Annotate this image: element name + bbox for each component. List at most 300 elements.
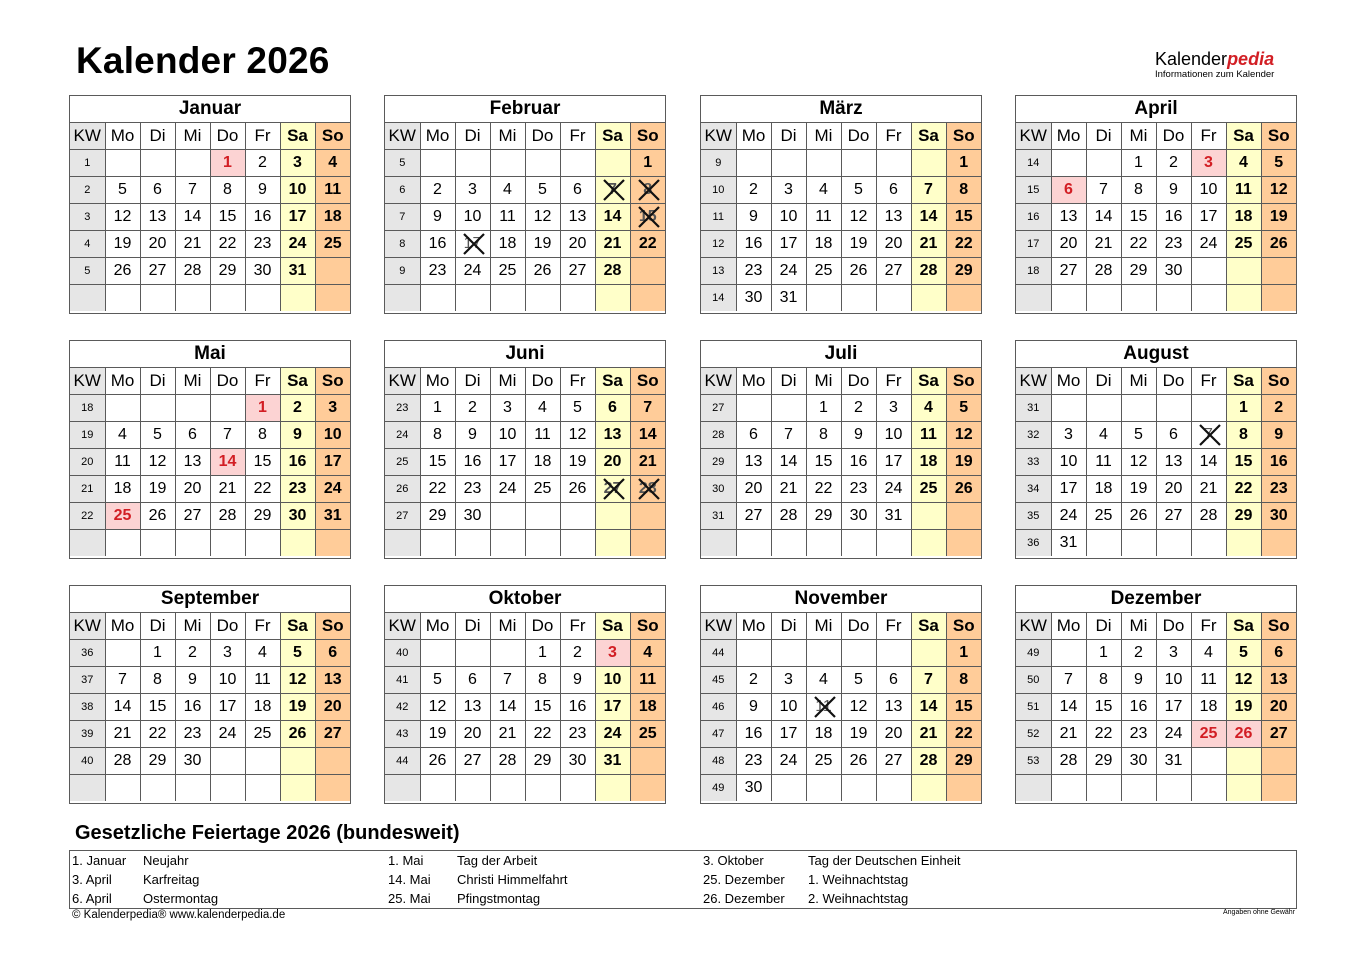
day-cell[interactable]	[806, 449, 841, 476]
day-cell[interactable]	[1086, 177, 1121, 204]
day-cell[interactable]	[420, 667, 455, 694]
day-cell[interactable]	[1051, 721, 1086, 748]
day-cell[interactable]	[105, 476, 140, 503]
day-cell[interactable]	[1156, 231, 1191, 258]
day-cell[interactable]	[560, 422, 595, 449]
day-cell[interactable]	[455, 422, 490, 449]
day-cell[interactable]	[315, 503, 350, 530]
day-cell[interactable]	[105, 258, 140, 285]
day-cell[interactable]	[560, 204, 595, 231]
day-cell[interactable]	[175, 258, 210, 285]
day-cell[interactable]	[736, 476, 771, 503]
day-cell[interactable]	[245, 640, 280, 667]
day-cell[interactable]	[946, 258, 981, 285]
day-cell[interactable]	[946, 667, 981, 694]
day-cell[interactable]	[1086, 667, 1121, 694]
day-cell[interactable]	[280, 177, 315, 204]
day-cell[interactable]	[1086, 449, 1121, 476]
day-cell[interactable]	[841, 667, 876, 694]
day-cell[interactable]	[1261, 640, 1296, 667]
day-cell[interactable]	[1191, 150, 1226, 177]
day-cell[interactable]	[455, 721, 490, 748]
day-cell[interactable]	[140, 258, 175, 285]
day-cell[interactable]	[595, 748, 630, 775]
day-cell[interactable]	[841, 422, 876, 449]
day-cell[interactable]	[911, 422, 946, 449]
day-cell[interactable]	[455, 395, 490, 422]
day-cell[interactable]	[525, 449, 560, 476]
day-cell[interactable]	[911, 694, 946, 721]
day-cell[interactable]	[525, 204, 560, 231]
day-cell[interactable]	[630, 721, 665, 748]
day-cell[interactable]	[1191, 721, 1226, 748]
day-cell[interactable]	[490, 748, 525, 775]
day-cell[interactable]	[1051, 503, 1086, 530]
day-cell[interactable]	[175, 204, 210, 231]
day-cell[interactable]	[1261, 449, 1296, 476]
day-cell[interactable]	[1121, 231, 1156, 258]
day-cell[interactable]	[210, 721, 245, 748]
day-cell[interactable]	[1121, 640, 1156, 667]
day-cell[interactable]	[876, 258, 911, 285]
day-cell[interactable]	[1261, 177, 1296, 204]
day-cell[interactable]	[595, 395, 630, 422]
day-cell[interactable]	[1121, 748, 1156, 775]
day-cell[interactable]	[1191, 231, 1226, 258]
day-cell[interactable]	[1051, 258, 1086, 285]
day-cell[interactable]	[1261, 231, 1296, 258]
day-cell[interactable]	[876, 503, 911, 530]
day-cell[interactable]	[105, 422, 140, 449]
day-cell[interactable]	[771, 177, 806, 204]
day-cell[interactable]	[315, 721, 350, 748]
day-cell[interactable]	[315, 476, 350, 503]
day-cell[interactable]	[1191, 640, 1226, 667]
day-cell[interactable]	[806, 231, 841, 258]
day-cell[interactable]	[140, 748, 175, 775]
day-cell[interactable]	[1156, 204, 1191, 231]
day-cell[interactable]	[560, 395, 595, 422]
day-cell[interactable]	[560, 476, 595, 503]
day-cell[interactable]	[245, 476, 280, 503]
day-cell[interactable]	[946, 395, 981, 422]
day-cell[interactable]	[140, 721, 175, 748]
day-cell[interactable]	[771, 422, 806, 449]
day-cell[interactable]	[210, 640, 245, 667]
day-cell[interactable]	[736, 422, 771, 449]
day-cell[interactable]	[736, 748, 771, 775]
day-cell[interactable]	[876, 476, 911, 503]
day-cell[interactable]	[1261, 395, 1296, 422]
day-cell[interactable]	[420, 422, 455, 449]
day-cell[interactable]	[1226, 694, 1261, 721]
day-cell[interactable]	[280, 258, 315, 285]
day-cell[interactable]	[1086, 748, 1121, 775]
day-cell[interactable]	[1121, 177, 1156, 204]
day-cell[interactable]	[245, 231, 280, 258]
day-cell[interactable]	[525, 748, 560, 775]
day-cell[interactable]	[280, 231, 315, 258]
day-cell[interactable]	[175, 748, 210, 775]
day-cell[interactable]	[595, 694, 630, 721]
day-cell[interactable]	[595, 721, 630, 748]
day-cell[interactable]	[140, 204, 175, 231]
day-cell[interactable]	[876, 231, 911, 258]
day-cell[interactable]	[105, 231, 140, 258]
day-cell[interactable]	[455, 748, 490, 775]
day-cell[interactable]	[490, 667, 525, 694]
day-cell[interactable]	[210, 150, 245, 177]
day-cell[interactable]	[1226, 721, 1261, 748]
day-cell[interactable]	[946, 231, 981, 258]
day-cell[interactable]	[280, 449, 315, 476]
day-cell[interactable]	[1156, 694, 1191, 721]
day-cell[interactable]	[946, 449, 981, 476]
day-cell[interactable]	[210, 694, 245, 721]
day-cell[interactable]	[175, 422, 210, 449]
day-cell[interactable]	[946, 204, 981, 231]
day-cell[interactable]	[630, 395, 665, 422]
day-cell[interactable]	[455, 231, 490, 258]
day-cell[interactable]	[1051, 694, 1086, 721]
day-cell[interactable]	[1156, 503, 1191, 530]
day-cell[interactable]	[210, 503, 245, 530]
day-cell[interactable]	[315, 395, 350, 422]
day-cell[interactable]	[280, 395, 315, 422]
day-cell[interactable]	[140, 231, 175, 258]
day-cell[interactable]	[1226, 422, 1261, 449]
day-cell[interactable]	[210, 476, 245, 503]
day-cell[interactable]	[1191, 449, 1226, 476]
day-cell[interactable]	[245, 258, 280, 285]
day-cell[interactable]	[210, 231, 245, 258]
day-cell[interactable]	[420, 476, 455, 503]
day-cell[interactable]	[175, 503, 210, 530]
day-cell[interactable]	[245, 721, 280, 748]
day-cell[interactable]	[560, 258, 595, 285]
day-cell[interactable]	[1156, 449, 1191, 476]
day-cell[interactable]	[420, 177, 455, 204]
day-cell[interactable]	[105, 177, 140, 204]
day-cell[interactable]	[490, 721, 525, 748]
day-cell[interactable]	[210, 204, 245, 231]
day-cell[interactable]	[420, 258, 455, 285]
day-cell[interactable]	[1051, 177, 1086, 204]
day-cell[interactable]	[560, 694, 595, 721]
day-cell[interactable]	[105, 204, 140, 231]
day-cell[interactable]	[1261, 721, 1296, 748]
day-cell[interactable]	[1226, 503, 1261, 530]
day-cell[interactable]	[175, 721, 210, 748]
day-cell[interactable]	[105, 694, 140, 721]
day-cell[interactable]	[595, 177, 630, 204]
day-cell[interactable]	[841, 748, 876, 775]
day-cell[interactable]	[736, 449, 771, 476]
day-cell[interactable]	[280, 667, 315, 694]
day-cell[interactable]	[175, 449, 210, 476]
day-cell[interactable]	[946, 150, 981, 177]
day-cell[interactable]	[595, 449, 630, 476]
day-cell[interactable]	[595, 640, 630, 667]
day-cell[interactable]	[210, 258, 245, 285]
day-cell[interactable]	[841, 694, 876, 721]
day-cell[interactable]	[876, 395, 911, 422]
day-cell[interactable]	[630, 694, 665, 721]
day-cell[interactable]	[560, 449, 595, 476]
day-cell[interactable]	[140, 667, 175, 694]
day-cell[interactable]	[1156, 748, 1191, 775]
day-cell[interactable]	[455, 667, 490, 694]
day-cell[interactable]	[771, 667, 806, 694]
day-cell[interactable]	[560, 231, 595, 258]
day-cell[interactable]	[736, 258, 771, 285]
day-cell[interactable]	[490, 231, 525, 258]
day-cell[interactable]	[280, 422, 315, 449]
day-cell[interactable]	[245, 395, 280, 422]
day-cell[interactable]	[280, 503, 315, 530]
day-cell[interactable]	[946, 640, 981, 667]
day-cell[interactable]	[806, 422, 841, 449]
day-cell[interactable]	[280, 721, 315, 748]
day-cell[interactable]	[1156, 150, 1191, 177]
day-cell[interactable]	[1086, 721, 1121, 748]
day-cell[interactable]	[140, 449, 175, 476]
day-cell[interactable]	[946, 748, 981, 775]
day-cell[interactable]	[1226, 640, 1261, 667]
day-cell[interactable]	[806, 667, 841, 694]
day-cell[interactable]	[595, 422, 630, 449]
day-cell[interactable]	[315, 449, 350, 476]
day-cell[interactable]	[280, 150, 315, 177]
day-cell[interactable]	[911, 476, 946, 503]
day-cell[interactable]	[1121, 422, 1156, 449]
day-cell[interactable]	[1226, 476, 1261, 503]
day-cell[interactable]	[280, 640, 315, 667]
brand-logo[interactable]	[1155, 50, 1305, 80]
day-cell[interactable]	[1051, 748, 1086, 775]
day-cell[interactable]	[105, 503, 140, 530]
day-cell[interactable]	[1121, 204, 1156, 231]
day-cell[interactable]	[1226, 667, 1261, 694]
day-cell[interactable]	[911, 258, 946, 285]
day-cell[interactable]	[806, 204, 841, 231]
day-cell[interactable]	[771, 285, 806, 312]
day-cell[interactable]	[175, 476, 210, 503]
day-cell[interactable]	[560, 640, 595, 667]
day-cell[interactable]	[595, 476, 630, 503]
day-cell[interactable]	[175, 667, 210, 694]
day-cell[interactable]	[140, 640, 175, 667]
day-cell[interactable]	[946, 476, 981, 503]
day-cell[interactable]	[525, 476, 560, 503]
day-cell[interactable]	[946, 721, 981, 748]
day-cell[interactable]	[105, 748, 140, 775]
day-cell[interactable]	[876, 694, 911, 721]
day-cell[interactable]	[525, 721, 560, 748]
day-cell[interactable]	[490, 422, 525, 449]
day-cell[interactable]	[1226, 231, 1261, 258]
day-cell[interactable]	[420, 694, 455, 721]
day-cell[interactable]	[595, 258, 630, 285]
day-cell[interactable]	[245, 667, 280, 694]
day-cell[interactable]	[595, 204, 630, 231]
day-cell[interactable]	[771, 503, 806, 530]
day-cell[interactable]	[455, 258, 490, 285]
day-cell[interactable]	[630, 422, 665, 449]
day-cell[interactable]	[911, 395, 946, 422]
day-cell[interactable]	[1191, 177, 1226, 204]
day-cell[interactable]	[630, 667, 665, 694]
day-cell[interactable]	[736, 503, 771, 530]
day-cell[interactable]	[1086, 231, 1121, 258]
day-cell[interactable]	[841, 721, 876, 748]
day-cell[interactable]	[140, 476, 175, 503]
day-cell[interactable]	[1086, 258, 1121, 285]
day-cell[interactable]	[806, 258, 841, 285]
day-cell[interactable]	[140, 177, 175, 204]
day-cell[interactable]	[1261, 503, 1296, 530]
day-cell[interactable]	[630, 449, 665, 476]
day-cell[interactable]	[1191, 422, 1226, 449]
day-cell[interactable]	[525, 422, 560, 449]
day-cell[interactable]	[806, 177, 841, 204]
day-cell[interactable]	[1156, 476, 1191, 503]
day-cell[interactable]	[210, 449, 245, 476]
day-cell[interactable]	[1051, 667, 1086, 694]
day-cell[interactable]	[315, 150, 350, 177]
day-cell[interactable]	[736, 231, 771, 258]
day-cell[interactable]	[841, 503, 876, 530]
day-cell[interactable]	[806, 721, 841, 748]
day-cell[interactable]	[560, 177, 595, 204]
day-cell[interactable]	[525, 395, 560, 422]
day-cell[interactable]	[1156, 640, 1191, 667]
day-cell[interactable]	[946, 177, 981, 204]
day-cell[interactable]	[490, 449, 525, 476]
day-cell[interactable]	[1191, 503, 1226, 530]
day-cell[interactable]	[841, 476, 876, 503]
day-cell[interactable]	[455, 503, 490, 530]
day-cell[interactable]	[245, 503, 280, 530]
day-cell[interactable]	[630, 204, 665, 231]
day-cell[interactable]	[1121, 503, 1156, 530]
day-cell[interactable]	[560, 721, 595, 748]
day-cell[interactable]	[630, 640, 665, 667]
day-cell[interactable]	[1051, 530, 1086, 557]
day-cell[interactable]	[1261, 204, 1296, 231]
day-cell[interactable]	[841, 258, 876, 285]
day-cell[interactable]	[876, 667, 911, 694]
day-cell[interactable]	[420, 721, 455, 748]
day-cell[interactable]	[280, 694, 315, 721]
day-cell[interactable]	[210, 422, 245, 449]
day-cell[interactable]	[525, 640, 560, 667]
day-cell[interactable]	[841, 177, 876, 204]
day-cell[interactable]	[1121, 449, 1156, 476]
day-cell[interactable]	[876, 449, 911, 476]
day-cell[interactable]	[1191, 667, 1226, 694]
day-cell[interactable]	[736, 775, 771, 802]
day-cell[interactable]	[525, 177, 560, 204]
day-cell[interactable]	[1121, 258, 1156, 285]
day-cell[interactable]	[876, 177, 911, 204]
day-cell[interactable]	[1261, 667, 1296, 694]
day-cell[interactable]	[560, 667, 595, 694]
day-cell[interactable]	[911, 449, 946, 476]
day-cell[interactable]	[490, 395, 525, 422]
day-cell[interactable]	[1191, 476, 1226, 503]
day-cell[interactable]	[946, 422, 981, 449]
day-cell[interactable]	[280, 476, 315, 503]
day-cell[interactable]	[1051, 449, 1086, 476]
day-cell[interactable]	[490, 177, 525, 204]
day-cell[interactable]	[911, 204, 946, 231]
day-cell[interactable]	[315, 667, 350, 694]
day-cell[interactable]	[736, 694, 771, 721]
day-cell[interactable]	[245, 177, 280, 204]
day-cell[interactable]	[315, 694, 350, 721]
day-cell[interactable]	[876, 204, 911, 231]
day-cell[interactable]	[630, 476, 665, 503]
day-cell[interactable]	[1086, 204, 1121, 231]
day-cell[interactable]	[525, 258, 560, 285]
day-cell[interactable]	[1261, 476, 1296, 503]
day-cell[interactable]	[1191, 694, 1226, 721]
day-cell[interactable]	[771, 748, 806, 775]
day-cell[interactable]	[1051, 204, 1086, 231]
day-cell[interactable]	[876, 422, 911, 449]
day-cell[interactable]	[806, 748, 841, 775]
day-cell[interactable]	[736, 177, 771, 204]
day-cell[interactable]	[490, 694, 525, 721]
day-cell[interactable]	[1226, 395, 1261, 422]
day-cell[interactable]	[245, 449, 280, 476]
day-cell[interactable]	[210, 667, 245, 694]
day-cell[interactable]	[771, 694, 806, 721]
day-cell[interactable]	[1121, 694, 1156, 721]
day-cell[interactable]	[1226, 204, 1261, 231]
day-cell[interactable]	[140, 694, 175, 721]
day-cell[interactable]	[1051, 422, 1086, 449]
day-cell[interactable]	[1051, 476, 1086, 503]
day-cell[interactable]	[525, 231, 560, 258]
day-cell[interactable]	[771, 476, 806, 503]
day-cell[interactable]	[595, 667, 630, 694]
day-cell[interactable]	[911, 231, 946, 258]
day-cell[interactable]	[911, 667, 946, 694]
day-cell[interactable]	[946, 694, 981, 721]
day-cell[interactable]	[175, 177, 210, 204]
day-cell[interactable]	[1156, 721, 1191, 748]
day-cell[interactable]	[595, 231, 630, 258]
day-cell[interactable]	[1191, 204, 1226, 231]
day-cell[interactable]	[105, 721, 140, 748]
day-cell[interactable]	[525, 694, 560, 721]
day-cell[interactable]	[490, 476, 525, 503]
day-cell[interactable]	[105, 449, 140, 476]
day-cell[interactable]	[771, 449, 806, 476]
day-cell[interactable]	[771, 204, 806, 231]
day-cell[interactable]	[315, 640, 350, 667]
day-cell[interactable]	[771, 231, 806, 258]
day-cell[interactable]	[315, 231, 350, 258]
day-cell[interactable]	[455, 476, 490, 503]
day-cell[interactable]	[841, 395, 876, 422]
day-cell[interactable]	[771, 258, 806, 285]
day-cell[interactable]	[420, 748, 455, 775]
day-cell[interactable]	[1086, 694, 1121, 721]
day-cell[interactable]	[315, 204, 350, 231]
